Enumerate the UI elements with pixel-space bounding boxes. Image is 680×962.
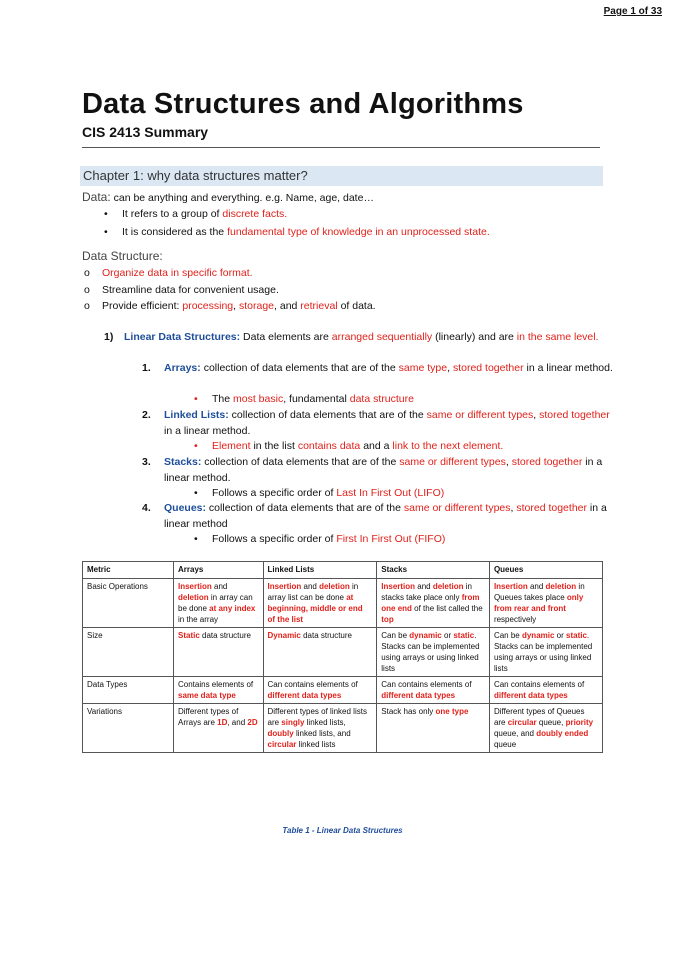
- list-item: • The most basic, fundamental data structure: [194, 393, 414, 405]
- section-heading: Data Structure:: [82, 249, 163, 263]
- table-cell: Insertion and deletion in array list can be done at beginning, middle or end of the list: [263, 579, 377, 628]
- table-cell: Insertion and deletion in array can be done at any index in the array: [174, 579, 264, 628]
- list-item: 1. Arrays: collection of data elements that are of the same type, stored together in a linear method.: [142, 362, 613, 374]
- circle-bullet-icon: o: [84, 284, 90, 296]
- list-item: • Follows a specific order of First In First Out (FIFO): [194, 533, 446, 545]
- circle-bullet-icon: o: [84, 267, 90, 279]
- linear-ds-table: [82, 561, 603, 753]
- bullet-icon: •: [194, 440, 198, 452]
- title-divider: [82, 147, 600, 148]
- table-cell: Size: [83, 628, 174, 677]
- table-cell: Stack has only one type: [377, 704, 490, 753]
- list-item: • It refers to a group of discrete facts.: [104, 208, 288, 220]
- page-number: Page 1 of 33: [603, 6, 662, 17]
- table-cell: Different types of Arrays are 1D, and 2D: [174, 704, 264, 753]
- table-cell: Contains elements of same data type: [174, 677, 264, 704]
- bullet-icon: •: [194, 393, 198, 405]
- table-cell: Variations: [83, 704, 174, 753]
- data-text: can be anything and everything. e.g. Name, age, date…: [110, 192, 374, 204]
- page-subtitle: CIS 2413 Summary: [82, 124, 209, 140]
- table-header: Linked Lists: [263, 562, 377, 579]
- data-label: Data:: [82, 190, 111, 204]
- table-header-row: [83, 562, 603, 579]
- table-header: Metric: [83, 562, 174, 579]
- chapter-heading: Chapter 1: why data structures matter?: [80, 166, 603, 186]
- list-item: • Element in the list contains data and a link to the next element.: [194, 440, 504, 452]
- table-header: Stacks: [377, 562, 490, 579]
- table-caption: Table 1 - Linear Data Structures: [282, 826, 403, 835]
- list-item: o Provide efficient: processing, storage, and retrieval of data.: [84, 300, 376, 312]
- table-cell: Basic Operations: [83, 579, 174, 628]
- list-item: 2. Linked Lists: collection of data elements that are of the same or different types, stored together in a linear method.: [142, 409, 610, 437]
- table-header: Arrays: [174, 562, 264, 579]
- table-cell: Static data structure: [174, 628, 264, 677]
- table-row: [83, 579, 603, 628]
- table-cell: Dynamic data structure: [263, 628, 377, 677]
- table-cell: Insertion and deletion in Queues takes place only from rear and front respectively: [489, 579, 602, 628]
- table-row: [83, 628, 603, 677]
- list-item: • Follows a specific order of Last In First Out (LIFO): [194, 487, 445, 499]
- table-cell: Can contains elements of different data types: [489, 677, 602, 704]
- list-item: • It is considered as the fundamental type of knowledge in an unprocessed state.: [104, 226, 490, 238]
- list-item: o Organize data in specific format.: [84, 267, 253, 279]
- table-cell: Can be dynamic or static. Stacks can be implemented using arrays or using linked lists: [489, 628, 602, 677]
- table-header: Queues: [489, 562, 602, 579]
- bullet-icon: •: [104, 226, 108, 238]
- table-cell: Can contains elements of different data types: [377, 677, 490, 704]
- table-cell: Can be dynamic or static. Stacks can be implemented using arrays or using linked lists: [377, 628, 490, 677]
- linear-ds-item: 1) Linear Data Structures: Data elements are arranged sequentially (linearly) and are in the same level.: [104, 331, 599, 343]
- table-cell: Can contains elements of different data types: [263, 677, 377, 704]
- table-row: [83, 704, 603, 753]
- bullet-icon: •: [104, 208, 108, 220]
- list-item: o Streamline data for convenient usage.: [84, 284, 279, 296]
- bullet-icon: •: [194, 533, 198, 545]
- table-cell: Insertion and deletion in stacks take place only from one end of the list called the top: [377, 579, 490, 628]
- table-cell: Data Types: [83, 677, 174, 704]
- table-cell: Different types of linked lists are singly linked lists, doubly linked lists, and circular linked lists: [263, 704, 377, 753]
- data-definition: [82, 189, 374, 206]
- list-item: 3. Stacks: collection of data elements that are of the same or different types, stored together in a linear method.: [142, 456, 603, 484]
- bullet-icon: •: [194, 487, 198, 499]
- circle-bullet-icon: o: [84, 300, 90, 312]
- list-item: 4. Queues: collection of data elements that are of the same or different types, stored together in a linear method: [142, 502, 607, 530]
- table-cell: Different types of Queues are circular queue, priority queue, and doubly ended queue: [489, 704, 602, 753]
- table-row: [83, 677, 603, 704]
- page-title: Data Structures and Algorithms: [82, 88, 524, 120]
